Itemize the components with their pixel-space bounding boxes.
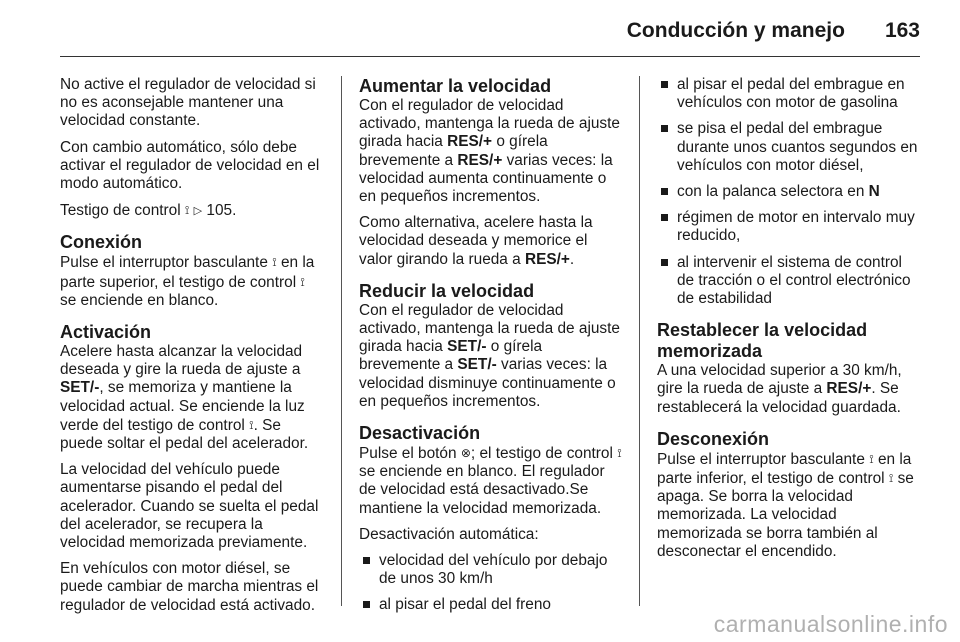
- paragraph: Desactivación automática:: [359, 525, 539, 543]
- bullet-list: [657, 76, 921, 308]
- column-divider: [341, 76, 342, 606]
- section-heading: Reducir la velocidad: [359, 280, 535, 301]
- paragraph: Con cambio automático, sólo debe activar el regulador de velocidad en el modo automático.: [60, 138, 320, 193]
- paragraph: A una velocidad superior a 30 km/h, gire la rueda de ajuste a RES/+. Se restablecerá la velocidad guardada.: [657, 362, 902, 416]
- section-heading: Aumentar la velocidad: [359, 76, 552, 96]
- paragraph: Pulse el interruptor basculante ⟟ en la parte inferior, el testigo de control ⟟ se apaga. Se borra la velocidad memorizada. La velocidad memorizada se borra también al desconectar el encendido.: [657, 450, 914, 560]
- cruise-control-icon: ⟟: [300, 274, 305, 289]
- cruise-control-icon: ⟟: [249, 417, 254, 432]
- paragraph: Como alternativa, acelere hasta la velocidad deseada y memorice el valor girando la rueda a RES/+.: [359, 214, 593, 268]
- cruise-control-icon: ⟟: [617, 446, 622, 461]
- watermark: carmanualsonline.info: [713, 611, 948, 637]
- list-item: al pisar el pedal del embrague en vehículos con motor de gasolina: [657, 76, 921, 112]
- section-heading: Conexión: [60, 232, 143, 253]
- column-middle: [359, 76, 625, 623]
- paragraph: La velocidad del vehículo puede aumentarse pisando el pedal del acelerador. Cuando se suelta el pedal del acelerador, se recupera la velocidad memorizada previamente.: [60, 461, 319, 552]
- column-left: [60, 76, 324, 623]
- paragraph: Acelere hasta alcanzar la velocidad deseada y gire la rueda de ajuste a SET/-, se memoriza y mantiene la velocidad actual. Se enciende la luz verde del testigo de control ⟟. Se puede soltar el pedal del acelerador.: [60, 343, 309, 453]
- paragraph: Pulse el botón ⊗; el testigo de control ⟟ se enciende en blanco. El regulador de velocidad está desactivado.Se mantiene la velocidad memorizada.: [359, 445, 622, 517]
- paragraph: Testigo de control ⟟ ▷ 105.: [60, 202, 237, 220]
- section-heading: Restablecer la velocidad memorizada: [657, 320, 868, 362]
- reference-arrow-icon: ▷: [193, 205, 203, 218]
- page-title: Conducción y manejo: [626, 19, 845, 42]
- header-divider: [60, 56, 920, 57]
- cruise-control-icon: ⟟: [888, 471, 894, 486]
- cancel-cruise-icon: ⊗: [460, 446, 471, 461]
- paragraph: Con el regulador de velocidad activado, mantenga la rueda de ajuste girada hacia SET/- o gírela brevemente a SET/- varias veces: la velocidad disminuye continuamente o en pequeños incrementos.: [359, 301, 620, 410]
- section-heading: Desconexión: [657, 428, 770, 449]
- list-item: régimen de motor en intervalo muy reducido,: [657, 209, 921, 245]
- page-header: [60, 14, 920, 48]
- list-item: se pisa el pedal del embrague durante unos cuantos segundos en vehículos con motor diésel,: [657, 120, 921, 175]
- cruise-control-icon: ⟟: [869, 451, 874, 466]
- column-right: [657, 76, 921, 569]
- list-item: velocidad del vehículo por debajo de unos 30 km/h: [359, 552, 625, 588]
- section-heading: Desactivación: [359, 423, 481, 444]
- paragraph: Con el regulador de velocidad activado, mantenga la rueda de ajuste girada hacia RES/+ o gírela brevemente a RES/+ varias veces: la velocidad aumenta continuamente o en pequeños incrementos.: [359, 97, 620, 206]
- paragraph: No active el regulador de velocidad si no es aconsejable mantener una velocidad constante.: [60, 76, 316, 130]
- column-divider: [639, 76, 640, 606]
- paragraph: En vehículos con motor diésel, se puede cambiar de marcha mientras el regulador de velocidad está activado.: [60, 560, 319, 614]
- paragraph: Pulse el interruptor basculante ⟟ en la parte superior, el testigo de control ⟟ se enciende en blanco.: [60, 254, 315, 309]
- cruise-control-icon: ⟟: [184, 203, 190, 218]
- section-heading: Activación: [60, 322, 152, 343]
- list-item: al pisar el pedal del freno: [359, 596, 625, 614]
- bullet-list: [359, 552, 625, 615]
- list-item: al intervenir el sistema de control de tracción o el control electrónico de estabilidad: [657, 254, 921, 309]
- page-number: 163: [884, 19, 920, 42]
- list-item: con la palanca selectora en N: [657, 183, 921, 201]
- cruise-control-icon: ⟟: [272, 255, 277, 270]
